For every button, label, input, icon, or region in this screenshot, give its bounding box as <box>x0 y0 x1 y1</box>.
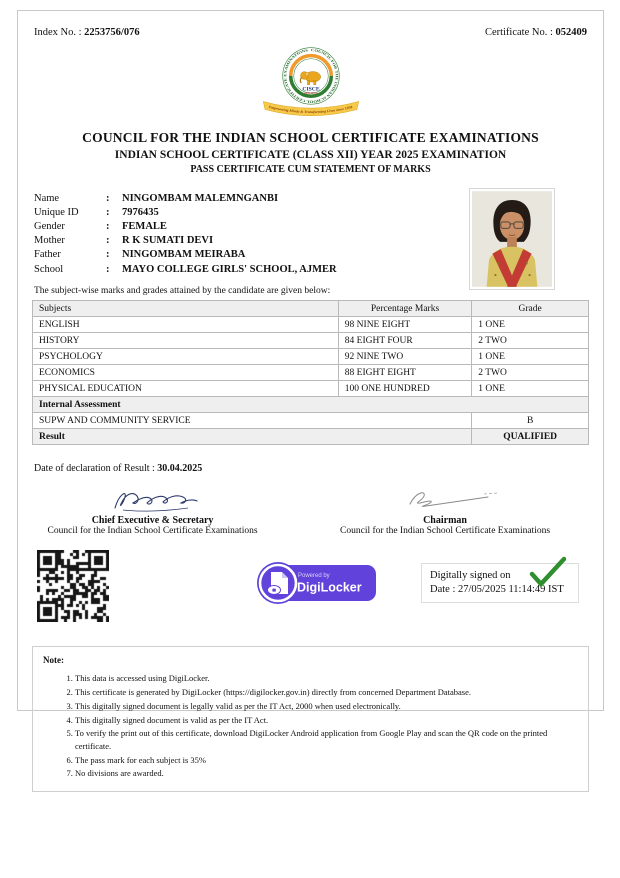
marks-cell: 92 NINE TWO <box>338 349 471 365</box>
detail-row-father <box>34 248 337 262</box>
top-number-row <box>18 11 603 38</box>
note-item: 7. No divisions are awarded. <box>75 767 578 779</box>
grade-cell: 1 ONE <box>472 317 589 333</box>
table-row <box>33 317 589 333</box>
emblem-city: NEW DELHI <box>303 91 318 95</box>
qr-code <box>37 550 109 622</box>
detail-row-unique-id <box>34 205 337 219</box>
detail-value: FEMALE <box>122 220 167 232</box>
column-header-percentage-marks: Percentage Marks <box>338 301 471 317</box>
secretary-title: Chief Executive & Secretary <box>91 515 214 527</box>
index-number-value: 2253756/076 <box>84 27 140 38</box>
note-item: 3. This digitally signed document is legally valid as per the IT Act, 2000 when used electronically. <box>75 700 578 712</box>
subject-cell: PHYSICAL EDUCATION <box>33 381 339 397</box>
certificate-number-label: Certificate No. : <box>484 27 553 38</box>
table-row <box>33 349 589 365</box>
candidate-details-area <box>34 191 587 276</box>
chairman-title: Chairman <box>423 515 467 527</box>
certificate-border-box <box>17 10 604 779</box>
note-item: 5. To verify the print out of this certificate, download DigiLocker Android application from Google Play and scan the QR code on the printed certificate. <box>75 727 578 752</box>
candidate-photo-image <box>472 191 552 287</box>
secretary-signature-icon <box>18 488 287 514</box>
detail-colon: : <box>106 192 110 204</box>
note-item: 6. The pass mark for each subject is 35% <box>75 754 578 766</box>
marks-header-row <box>33 301 589 317</box>
chairman-org: Council for the Indian School Certificate Examinations <box>340 526 551 537</box>
detail-label: School <box>34 263 64 275</box>
detail-row-school <box>34 262 337 276</box>
detail-label: Father <box>34 249 61 261</box>
note-item: 4. This digitally signed document is valid as per the IT Act. <box>75 714 578 726</box>
emblem-banner-text: Empowering Minds & Transforming Lives since 1958 <box>267 104 353 115</box>
detail-colon: : <box>106 235 110 247</box>
digitally-signed-line1: Digitally signed on <box>430 570 511 582</box>
certificate-type-title: PASS CERTIFICATE CUM STATEMENT OF MARKS <box>190 164 431 175</box>
supw-row <box>33 413 589 429</box>
digitally-signed-box <box>421 563 579 603</box>
chairman-signature-icon <box>287 488 603 514</box>
table-row <box>33 381 589 397</box>
detail-row-name <box>34 191 337 205</box>
detail-value: NINGOMBAM MALEMNGANBI <box>122 192 279 204</box>
subject-cell: HISTORY <box>33 333 339 349</box>
internal-assessment-label: Internal Assessment <box>33 397 589 413</box>
note-item: 1. This data is accessed using DigiLocker. <box>75 672 578 684</box>
declaration-date <box>34 463 587 474</box>
detail-label: Gender <box>34 220 65 232</box>
table-row <box>33 365 589 381</box>
candidate-details-table <box>34 191 337 276</box>
detail-value: NINGOMBAM MEIRABA <box>122 249 246 261</box>
column-header-grade: Grade <box>472 301 589 317</box>
signatures-row <box>18 488 603 536</box>
grade-cell: 2 TWO <box>472 333 589 349</box>
detail-colon: : <box>106 206 110 218</box>
detail-colon: : <box>106 263 110 275</box>
green-check-icon <box>526 556 566 590</box>
digilocker-brand: DigiLocker <box>297 580 362 595</box>
chairman-signature-block <box>287 488 603 536</box>
digilocker-badge <box>256 560 378 606</box>
declaration-date-label: Date of declaration of Result : <box>34 463 155 475</box>
marks-cell: 88 EIGHT EIGHT <box>338 365 471 381</box>
detail-row-gender <box>34 219 337 233</box>
emblem-ring-text: COUNCIL FOR THE INDIAN SCHOOL CERTIFICATE EXAMINATIONS <box>282 48 339 104</box>
cisce-logo <box>18 44 603 122</box>
note-list <box>43 672 578 780</box>
index-number-label: Index No. : <box>34 27 82 38</box>
detail-label: Unique ID <box>34 206 79 218</box>
candidate-photo <box>469 188 555 290</box>
digilocker-logo-icon <box>256 560 378 606</box>
supw-label: SUPW AND COMMUNITY SERVICE <box>33 413 472 429</box>
certificate-number-value: 052409 <box>555 27 587 38</box>
digitally-signed-line2: Date : 27/05/2025 11:14:49 IST <box>430 584 564 596</box>
table-row <box>33 333 589 349</box>
result-row <box>33 429 589 445</box>
emblem-acronym: CISCE <box>301 86 320 93</box>
digilocker-powered-by: Powered by <box>298 573 330 580</box>
subject-cell: PSYCHOLOGY <box>33 349 339 365</box>
note-box <box>32 646 589 792</box>
title-block <box>18 130 603 175</box>
note-item: 2. This certificate is generated by DigiLocker (https://digilocker.gov.in) directly from concerned Department Database. <box>75 686 578 698</box>
result-label: Result <box>33 429 472 445</box>
detail-label: Name <box>34 192 60 204</box>
council-title: COUNCIL FOR THE INDIAN SCHOOL CERTIFICATE EXAMINATIONS <box>82 130 539 145</box>
secretary-signature-block <box>18 488 287 536</box>
result-value: QUALIFIED <box>472 429 589 445</box>
marks-cell: 98 NINE EIGHT <box>338 317 471 333</box>
subject-cell: ECONOMICS <box>33 365 339 381</box>
column-header-subjects: Subjects <box>33 301 339 317</box>
detail-label: Mother <box>34 235 65 247</box>
marks-table <box>32 300 589 445</box>
detail-row-mother <box>34 234 337 248</box>
grade-cell: 2 TWO <box>472 365 589 381</box>
secretary-org: Council for the Indian School Certificate Examinations <box>47 526 258 537</box>
note-title: Note: <box>43 655 64 666</box>
internal-assessment-row <box>33 397 589 413</box>
declaration-date-value: 30.04.2025 <box>157 463 203 475</box>
exam-title: INDIAN SCHOOL CERTIFICATE (CLASS XII) YEAR 2025 EXAMINATION <box>114 149 507 161</box>
marks-intro-text: The subject-wise marks and grades attained by the candidate are given below: <box>34 286 331 297</box>
verification-row <box>34 550 587 630</box>
detail-colon: : <box>106 249 110 261</box>
index-number <box>34 27 140 38</box>
detail-value: MAYO COLLEGE GIRLS' SCHOOL, AJMER <box>122 263 337 275</box>
grade-cell: 1 ONE <box>472 349 589 365</box>
detail-value: 7976435 <box>122 206 159 218</box>
grade-cell: 1 ONE <box>472 381 589 397</box>
certificate-number <box>485 27 587 38</box>
marks-cell: 84 EIGHT FOUR <box>338 333 471 349</box>
supw-grade: B <box>472 413 589 429</box>
detail-colon: : <box>106 220 110 232</box>
cisce-emblem-icon <box>258 44 364 122</box>
detail-value: R K SUMATI DEVI <box>122 235 214 247</box>
subject-cell: ENGLISH <box>33 317 339 333</box>
marks-cell: 100 ONE HUNDRED <box>338 381 471 397</box>
